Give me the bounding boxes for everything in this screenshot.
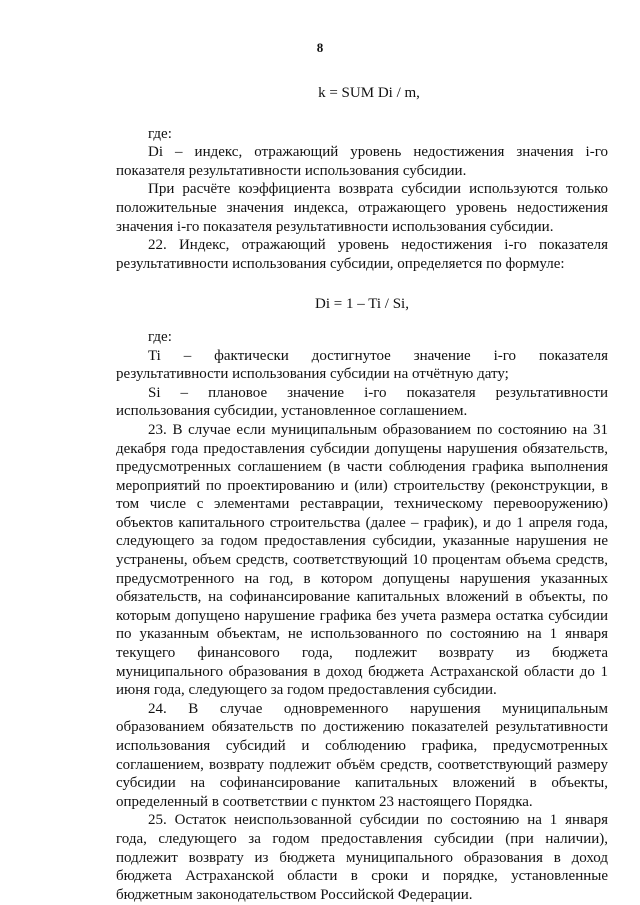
formula-k: k = SUM Di / m, [318,85,420,101]
paragraph-22: 22. Индекс, отражающий уровень недостижения i-го показателя результативности использования субсидии, определяется по формуле: [116,237,608,272]
where-label-1: где: [148,125,172,142]
calculation-note: При расчёте коэффициента возврата субсидии используются только положительные значения индекса, отражающего уровень недостижения значения i-го показателя результативности использования субсидии. [116,181,608,235]
document-body [116,84,608,904]
paragraph-24: 24. В случае одновременного нарушения муниципальным образованием обязательств по достижению показателей результативности использования субсидий и соблюдению графика, предусмотренных соглашением, возврату подлежит объём средств, соответствующий размеру субсидии на софинансирование капитальных вложений в объекты, определенный в соответствии с пунктом 23 настоящего Порядка. [116,700,608,810]
si-definition: Si – плановое значение i-го показателя результативности использования субсидии, установленное соглашением. [116,384,608,420]
page-number: 8 [316,40,324,55]
paragraph-25: 25. Остаток неиспользованной субсидии по состоянию на 1 января года, следующего за годом предоставления субсидии (при наличии), подлежит возврату из бюджета муниципального образования в доход бюджета Астраханской области в сроки и порядке, установленные бюджетным законодательством Российской Федерации. [116,812,608,903]
where-label-2: где: [148,328,172,345]
ti-definition: Ti – фактически достигнутое значение i-го показателя результативности использования субсидии на отчётную дату; [116,347,608,383]
formula-di: Di = 1 – Ti / Si, [315,296,409,313]
di-definition: Di – индекс, отражающий уровень недостижения значения i-го показателя результативности использования субсидии. [116,144,608,179]
paragraph-23: 23. В случае если муниципальным образованием по состоянию на 31 декабря года предоставления субсидии допущены нарушения обязательств, предусмотренных соглашением (в части соблюдения графика выполнения мероприятий по проектированию и (или) строительству (реконструкции, в том числе с элементами реставрации, техническому перевооружению) объектов капитального строительства (далее – график), и до 1 апреля года, следующего за годом предоставления субсидии, указанные нарушения не устранены, объем средств, соответствующий 10 процентам объема средств, предусмотренного на год, в котором допущены нарушения указанных обязательств, на софинансирование капитальных вложений в объекты, по которым допущено нарушение графика без учета размера остатка субсидии по указанным объектам, не использованного по состоянию на 1 января текущего финансового года, подлежит возврату из бюджета муниципального образования в доход бюджета Астраханской области до 1 июня года, следующего за годом предоставления субсидии. [116,421,608,699]
